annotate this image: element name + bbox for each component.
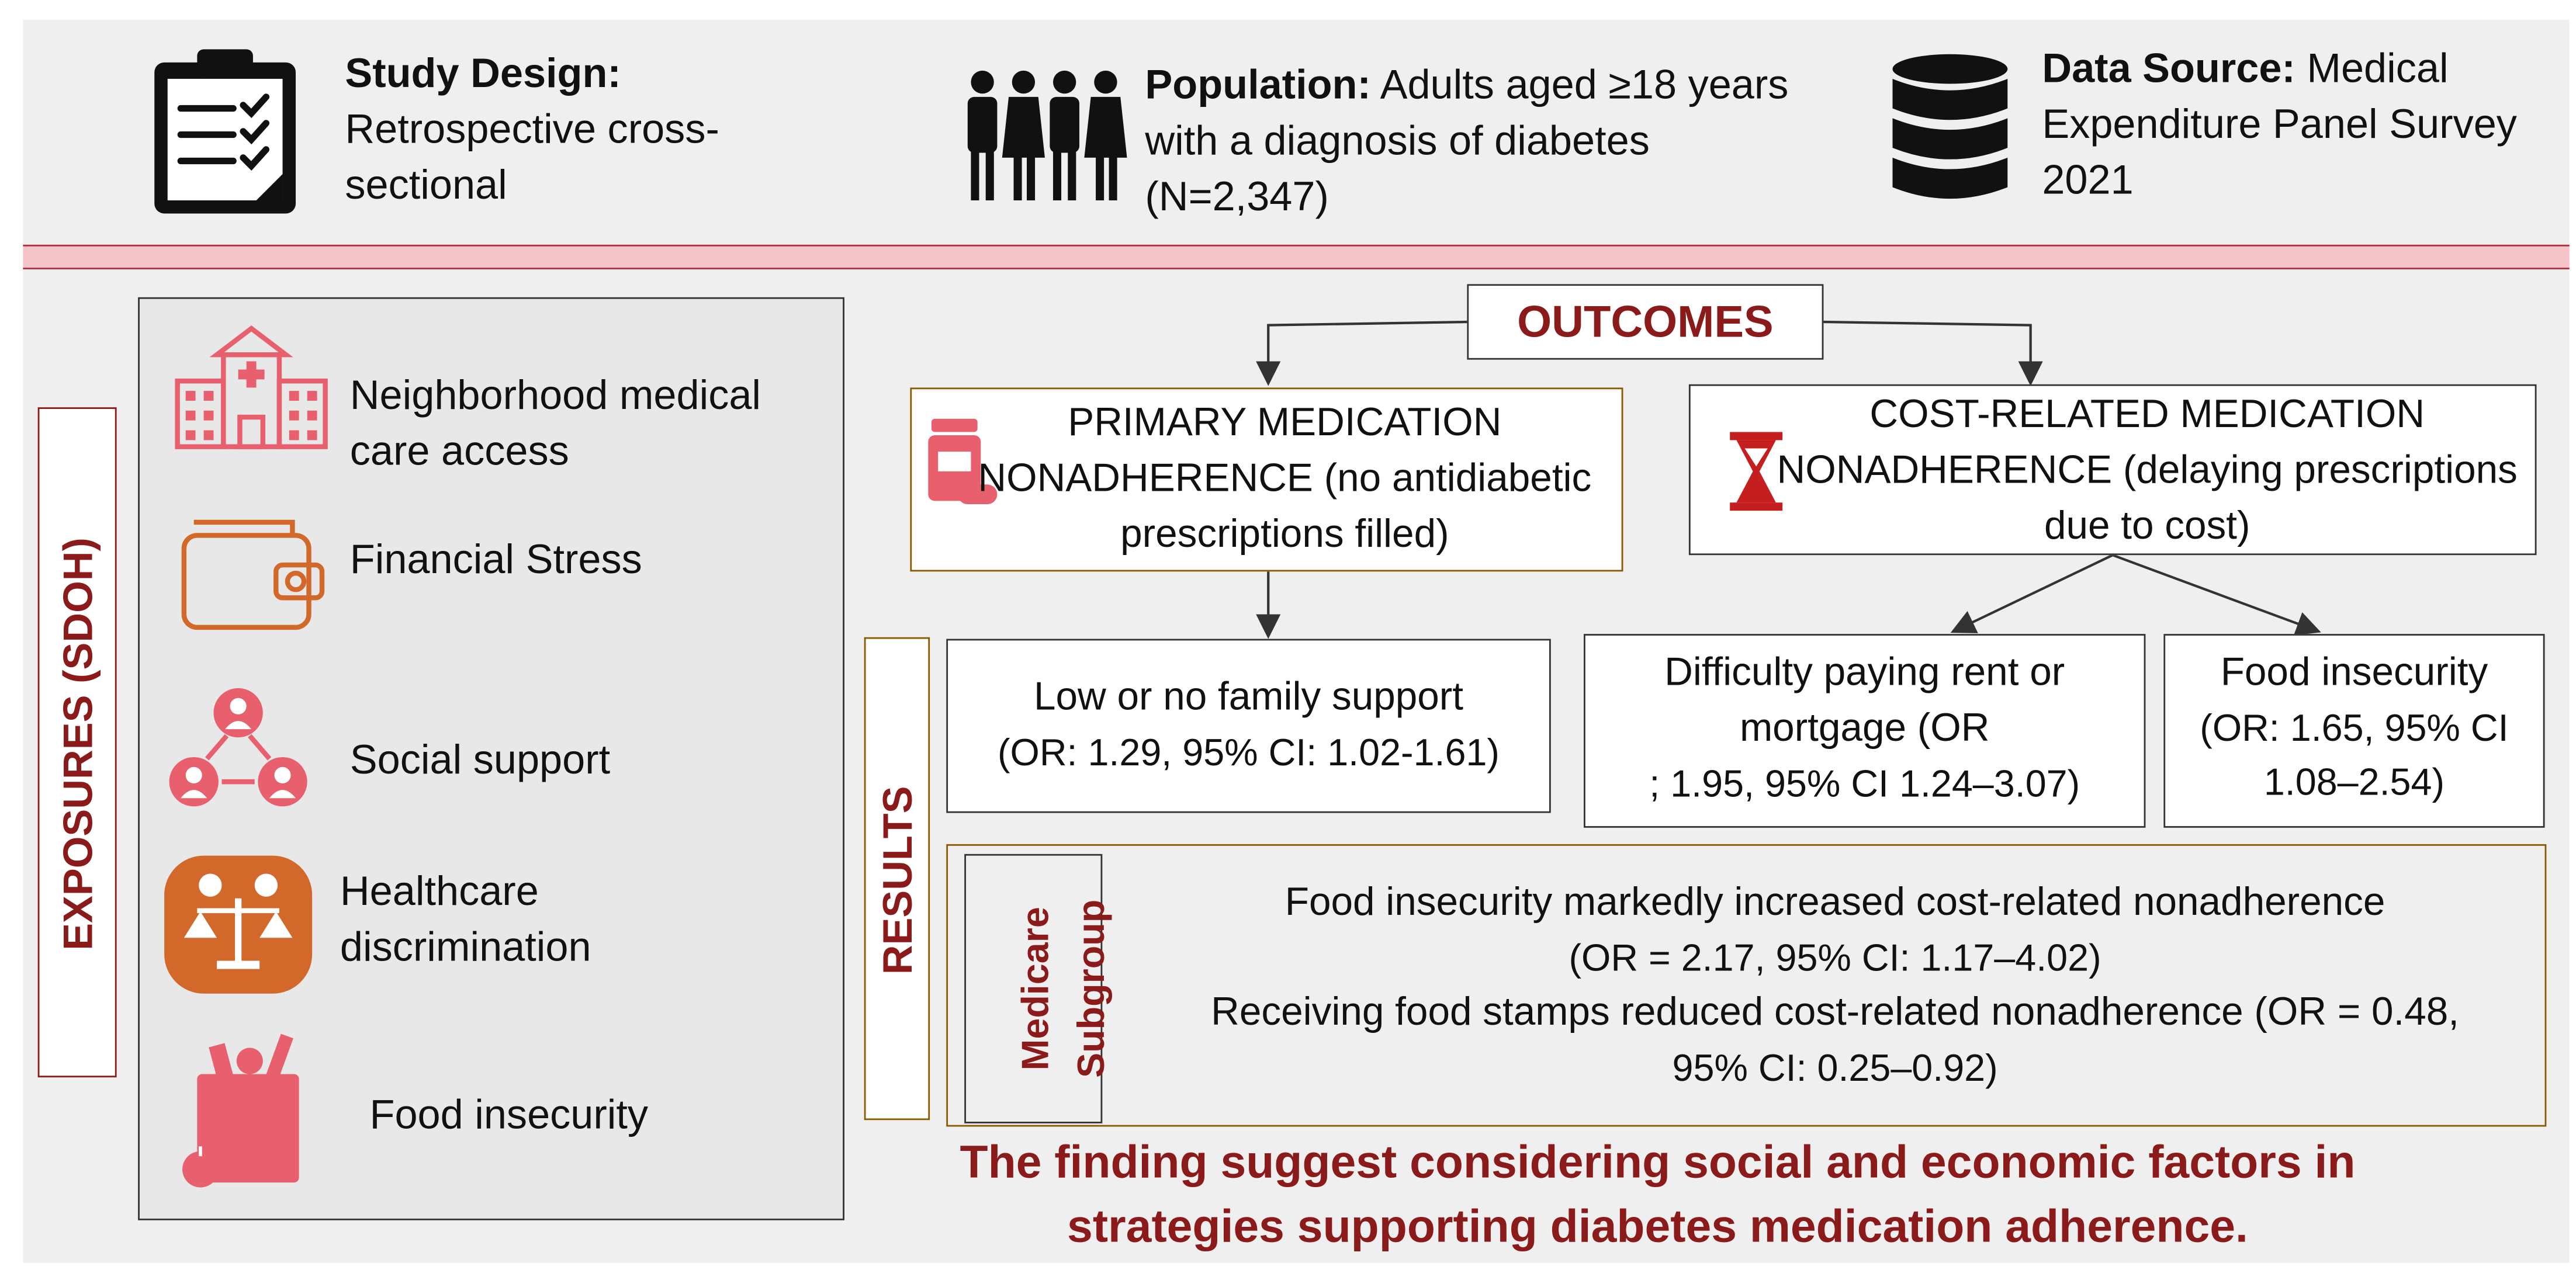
cost-related-outcome-text: [1756, 387, 2538, 555]
population-label: Population:: [1145, 62, 1371, 109]
exposure-financial-stress: Financial Stress: [349, 537, 642, 583]
data-source-label: Data Source:: [2042, 46, 2295, 92]
data-source-text: Medical Expenditure Panel Survey 2021: [2042, 46, 2517, 204]
medicare-finding-1: [1132, 875, 2538, 985]
exposure-neighborhood-access: Neighborhood medical care access: [349, 373, 761, 475]
result-rent-mortgage-title: Difficulty paying rent or mortgage (OR: [1664, 650, 2065, 751]
result-food-insecurity-box: [2163, 634, 2544, 828]
exposures-title: EXPOSURES (SDOH): [56, 537, 102, 951]
medicare-label: Medicare Subgroup: [1013, 899, 1113, 1078]
medicare-finding-1-stat: (OR = 2.17, 95% CI: 1.17–4.02): [1569, 936, 2101, 979]
exposure-food-insecurity: Food insecurity: [369, 1092, 649, 1139]
primary-outcome-title: PRIMARY MEDICATION NONADHERENCE: [978, 400, 1502, 501]
conclusion-line-1: The finding suggest considering social and economic factors in: [960, 1136, 2356, 1188]
medicare-finding-1-text: Food insecurity markedly increased cost-related nonadherence: [1284, 880, 2385, 925]
outcomes-title: OUTCOMES: [1467, 284, 1823, 359]
result-rent-mortgage-box: [1584, 634, 2145, 828]
cost-related-outcome-title: COST-RELATED MEDICATION NONADHERENCE: [1777, 392, 2425, 493]
results-title: RESULTS: [875, 786, 922, 975]
cost-related-outcome-box: [1689, 384, 2537, 555]
primary-outcome-text: [944, 396, 1625, 563]
population-text: Adults aged ≥18 years with a diagnosis of diabetes (N=2,347): [1145, 62, 1789, 220]
result-food-insecurity-title: Food insecurity: [2220, 650, 2488, 695]
primary-outcome-box: [910, 387, 1623, 571]
exposure-social-support: Social support: [349, 737, 611, 783]
results-label-box: [864, 637, 930, 1120]
medicare-finding-2-stat: 95% CI: 0.25–0.92): [1672, 1046, 1998, 1089]
result-rent-mortgage-stat: ; 1.95, 95% CI 1.24–3.07): [1649, 762, 2080, 805]
conclusion-line-2: strategies supporting diabetes medication adherence.: [1067, 1200, 2248, 1252]
study-design-text: Retrospective cross-sectional: [345, 106, 719, 209]
medicare-finding-2: [1132, 986, 2538, 1095]
medicare-subgroup-box: [946, 844, 2546, 1127]
result-food-insecurity-stat: (OR: 1.65, 95% CI 1.08–2.54): [2200, 706, 2509, 803]
result-family-support-box: [946, 639, 1551, 813]
medicare-finding-2-text: Receiving food stamps reduced cost-related nonadherence (OR = 0.48,: [1211, 990, 2460, 1035]
medicare-label-box: [964, 854, 1113, 1123]
result-family-support-title: Low or no family support: [1033, 675, 1464, 720]
primary-outcome-detail: (no antidiabetic prescriptions filled): [1120, 456, 1592, 557]
exposure-healthcare-discrimination: Healthcare discrimination: [340, 869, 591, 971]
conclusion: [861, 1130, 2454, 1258]
result-family-support-stat: (OR: 1.29, 95% CI: 1.02-1.61): [998, 730, 1500, 774]
cost-related-outcome-detail: (delaying prescriptions due to cost): [2044, 448, 2518, 549]
study-design-label: Study Design:: [345, 51, 621, 97]
